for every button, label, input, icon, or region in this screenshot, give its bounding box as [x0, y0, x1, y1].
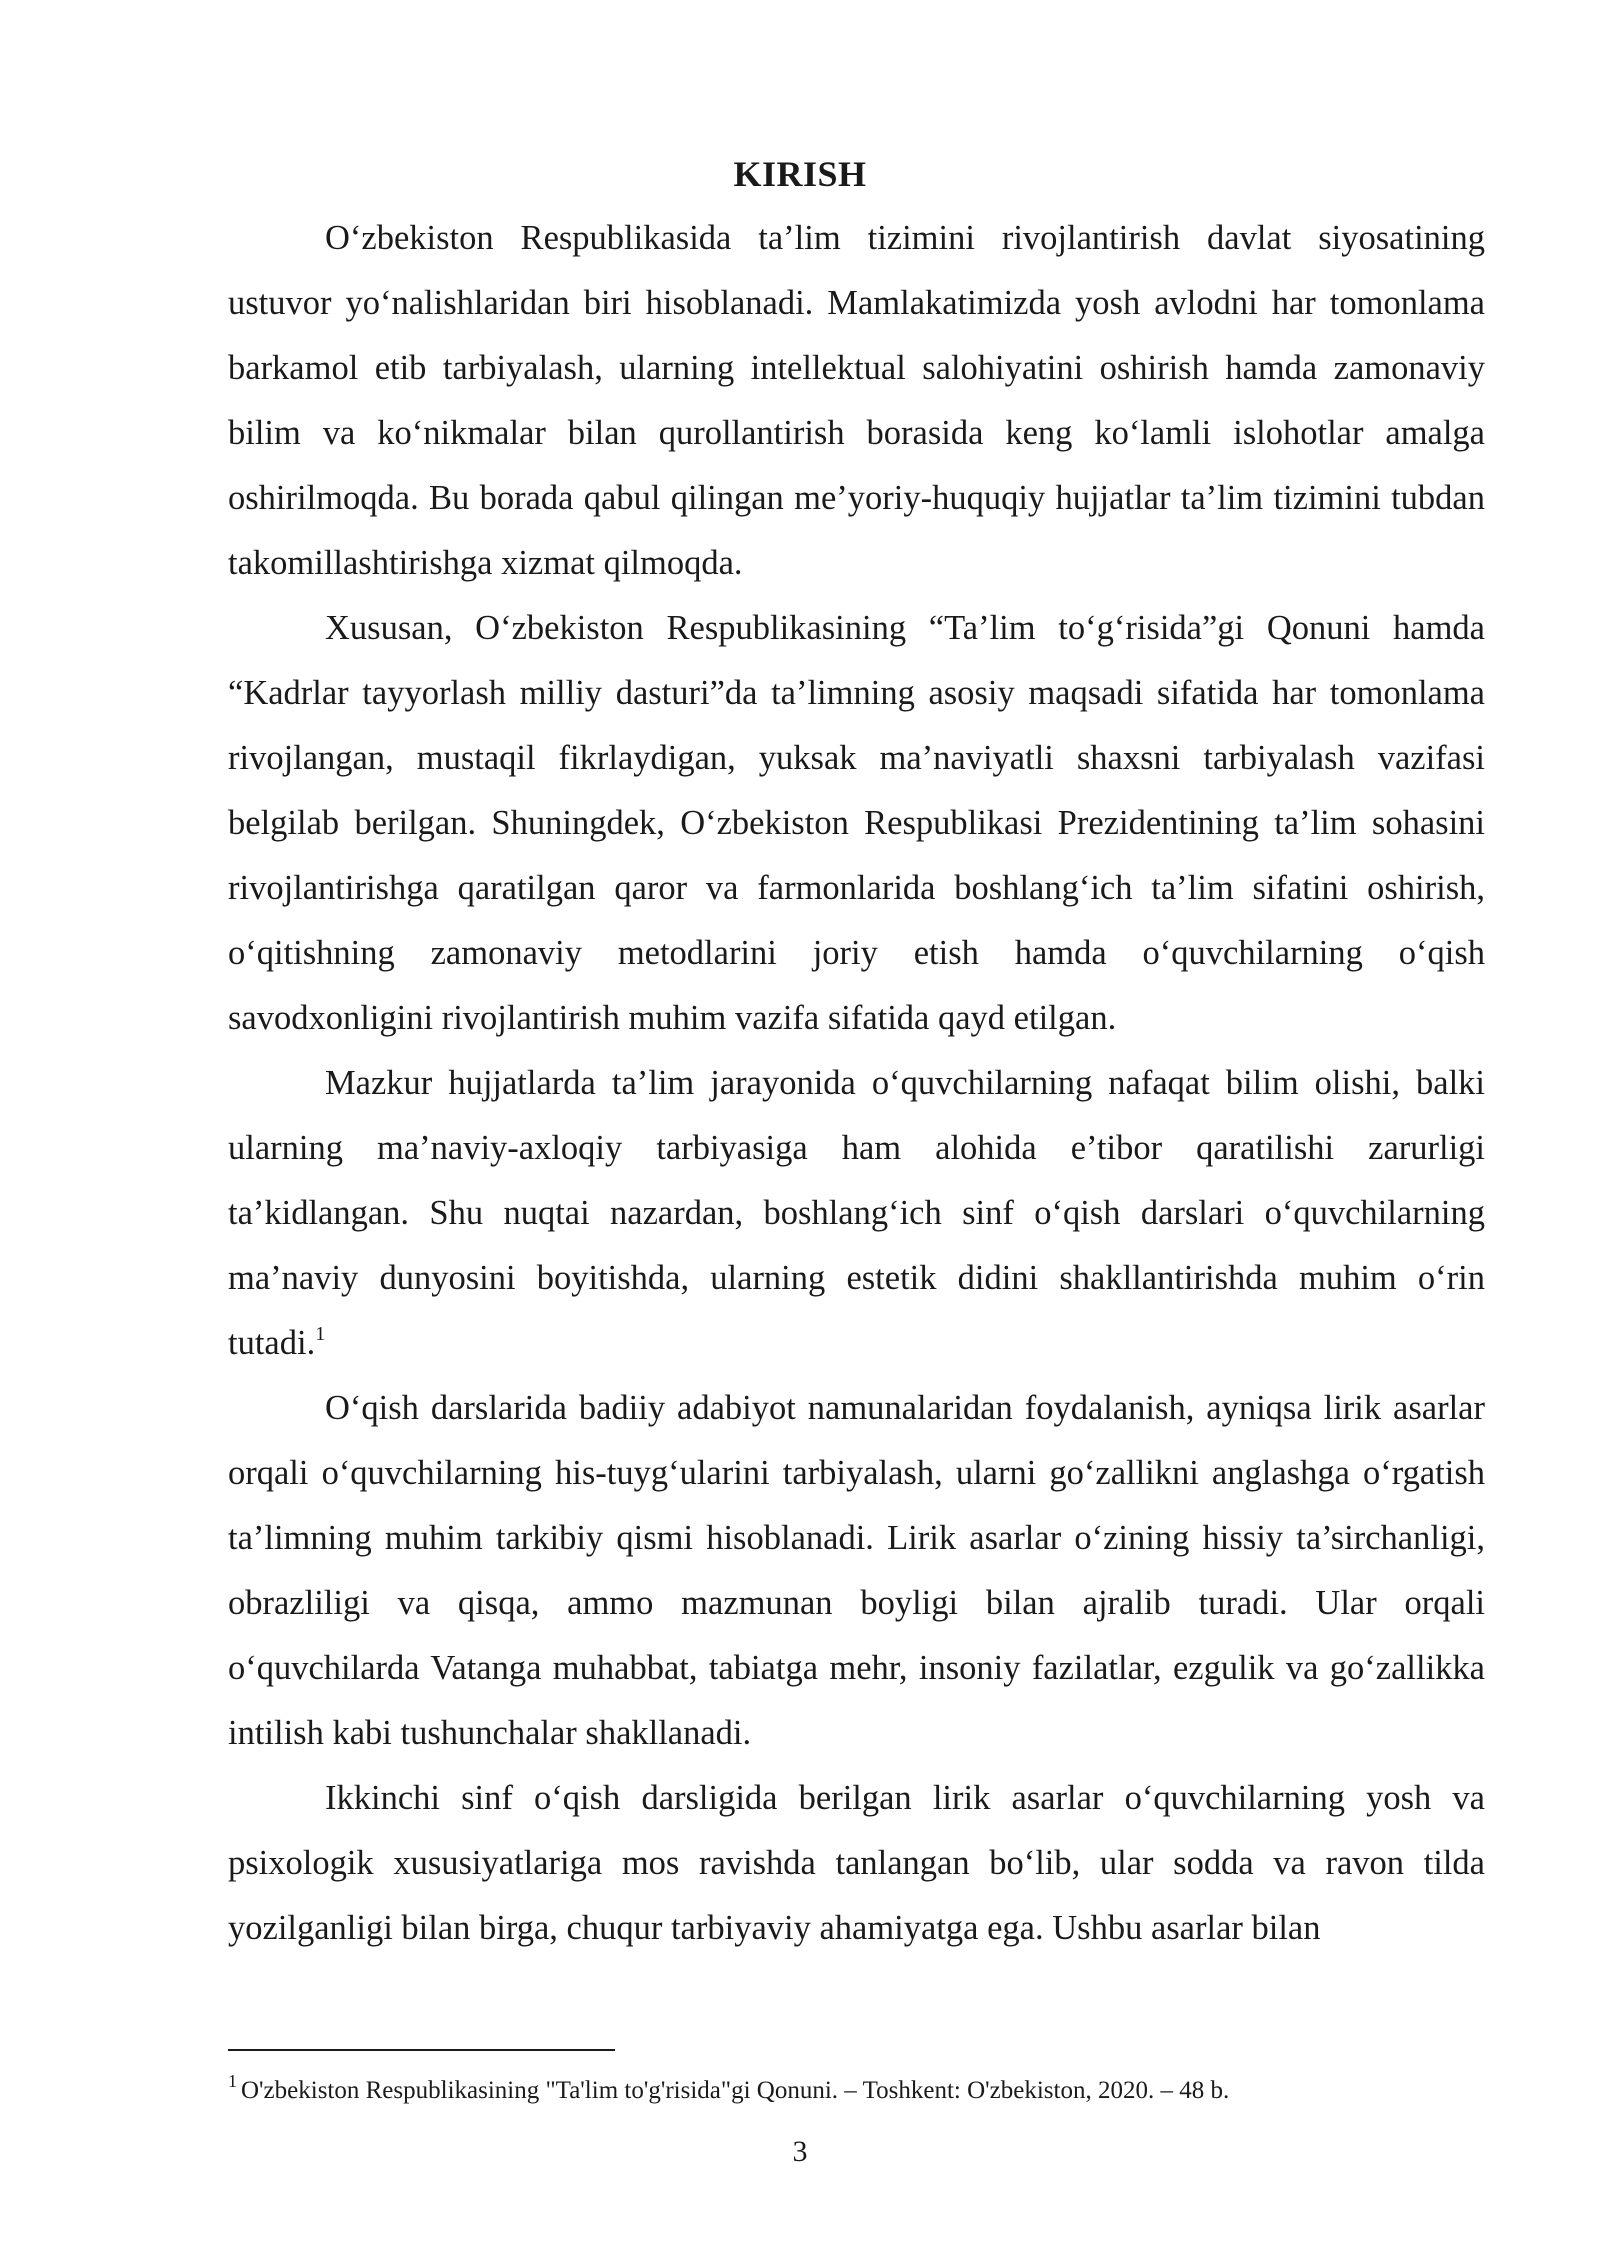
- page-number: 3: [792, 2135, 808, 2168]
- paragraph-3-text: Mazkur hujjatlarda ta’lim jarayonida o‘quvchilarning nafaqat bilim olishi, balki ularning ma’naviy-axloqiy tarbiyasiga ham alohida e’tibor qaratilishi zarurligi ta’kidlangan. Shu nuqtai nazardan, boshlang‘ich sinf o‘qish darslari o‘quvchilarning ma’naviy dunyosini boyitishda, ularning estetik didini shakllantirishda muhim o‘rin tutadi.: [228, 1064, 1485, 1362]
- page-title: KIRISH: [733, 154, 867, 194]
- paragraph-2: Xususan, O‘zbekiston Respublikasining “Ta’lim to‘g‘risida”gi Qonuni hamda “Kadrlar tayyorlash milliy dasturi”da ta’limning asosiy maqsadi sifatida har tomonlama rivojlangan, mustaqil fikrlaydigan, yuksak ma’naviyatli shaxsni tarbiyalash vazifasi belgilab berilgan. Shuningdek, O‘zbekiston Respublikasi Prezidentining ta’lim sohasini rivojlantirishga qaratilgan qaror va farmonlarida boshlang‘ich ta’lim sifatini oshirish, o‘qitishning zamonaviy metodlarini joriy etish hamda o‘quvchilarning o‘qish savodxonligini rivojlantirish muhim vazifa sifatida qayd etilgan.: [228, 609, 1485, 1037]
- footnote-reference[interactable]: 1: [315, 1323, 326, 1345]
- footnote-text: O'zbekiston Respublikasining "Ta'lim to'g'risida"gi Qonuni. – Toshkent: O'zbekiston, 2020. – 48 b.: [241, 2077, 1230, 2104]
- footnote: [228, 2073, 1485, 2109]
- paragraph-1: O‘zbekiston Respublikasida ta’lim tizimini rivojlantirish davlat siyosatining ustuvor yo‘nalishlaridan biri hisoblanadi. Mamlakatimizda yosh avlodni har tomonlama barkamol etib tarbiyalash, ularning intellektual salohiyatini oshirish hamda zamonaviy bilim va ko‘nikmalar bilan qurollantirish borasida keng ko‘lamli islohotlar amalga oshirilmoqda. Bu borada qabul qilingan me’yoriy-huquqiy hujjatlar ta’lim tizimini tubdan takomillashtirishga xizmat qilmoqda.: [228, 219, 1485, 582]
- footnote-separator: [228, 2049, 615, 2051]
- body-text: [228, 206, 1485, 1961]
- paragraph-3: [228, 1051, 1485, 1376]
- footnote-marker: 1: [228, 2071, 237, 2091]
- paragraph-4: O‘qish darslarida badiiy adabiyot namunalaridan foydalanish, ayniqsa lirik asarlar orqali o‘quvchilarning his-tuyg‘ularini tarbiyalash, ularni go‘zallikni anglashga o‘rgatish ta’limning muhim tarkibiy qismi hisoblanadi. Lirik asarlar o‘zining hissiy ta’sirchanligi, obrazliligi va qisqa, ammo mazmunan boyligi bilan ajralib turadi. Ular orqali o‘quvchilarda Vatanga muhabbat, tabiatga mehr, insoniy fazilatlar, ezgulik va go‘zallikka intilish kabi tushunchalar shakllanadi.: [228, 1389, 1485, 1752]
- paragraph-5: Ikkinchi sinf o‘qish darsligida berilgan lirik asarlar o‘quvchilarning yosh va psixologik xususiyatlariga mos ravishda tanlangan bo‘lib, ular sodda va ravon tilda yozilganligi bilan birga, chuqur tarbiyaviy ahamiyatga ega. Ushbu asarlar bilan: [228, 1779, 1485, 1947]
